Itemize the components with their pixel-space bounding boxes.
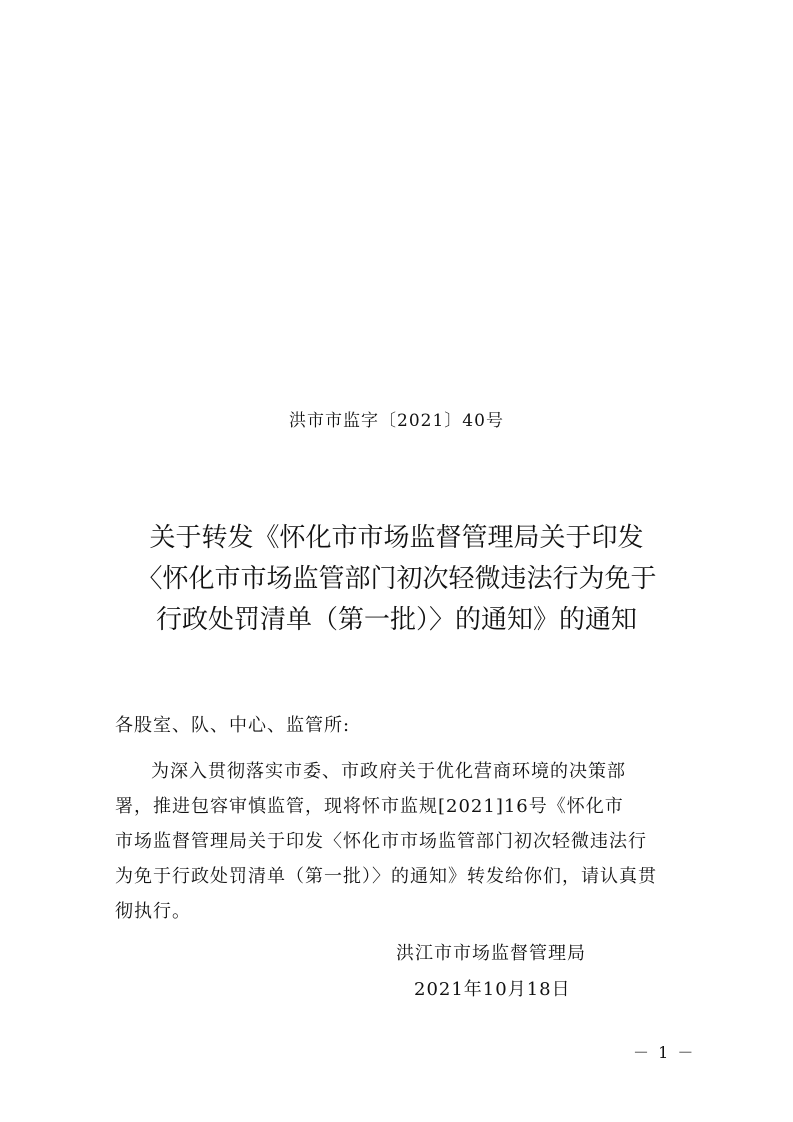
title-line: 关于转发《怀化市市场监督管理局关于印发	[149, 523, 644, 553]
body-line: 彻执行。	[115, 901, 191, 922]
body-line: 为深入贯彻落实市委、市政府关于优化营商环境的决策部	[151, 761, 626, 782]
signature: 洪江市市场监督管理局	[396, 943, 586, 964]
page-number: － 1 －	[633, 1043, 696, 1062]
date: 2021年10月18日	[414, 979, 571, 1000]
body-line: 署，推进包容审慎监管，现将怀市监规[2021]16号《怀化市	[115, 796, 624, 817]
title-line: 〈怀化市市场监管部门初次轻微违法行为免于	[136, 564, 657, 594]
body-line: 市场监督管理局关于印发〈怀化市市场监管部门初次轻微违法行	[115, 831, 647, 852]
body-line: 为免于行政处罚清单（第一批）〉的通知》转发给你们，请认真贯	[115, 866, 657, 887]
title-line: 行政处罚清单（第一批）〉的通知》的通知	[155, 605, 637, 635]
document-title	[60, 518, 733, 641]
body-paragraph	[115, 754, 693, 929]
salutation: 各股室、队、中心、监管所:	[115, 715, 351, 736]
doc-number: 洪市市监字〔2021〕40号	[289, 411, 504, 431]
